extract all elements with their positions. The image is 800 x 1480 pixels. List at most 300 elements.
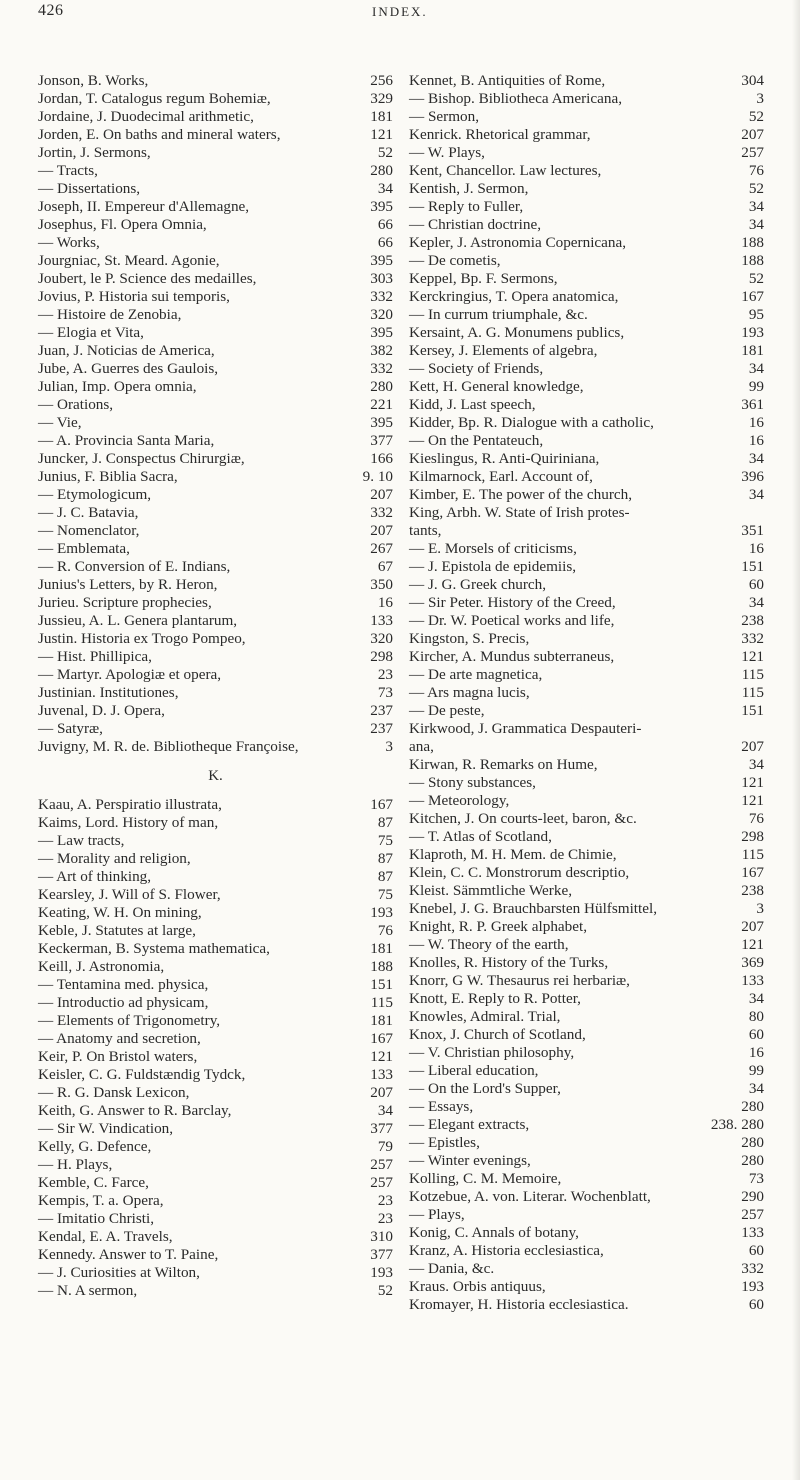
- index-entry-page: 60: [748, 1026, 764, 1043]
- index-entry-title: Kolling, C. M. Memoire,: [409, 1170, 562, 1187]
- index-entry: [409, 738, 764, 756]
- index-entry-page: 396: [741, 468, 764, 485]
- index-entry: [38, 850, 393, 868]
- index-entry: [409, 108, 764, 126]
- index-entry: [409, 126, 764, 144]
- index-entry: [38, 1012, 393, 1030]
- index-entry-page: 290: [741, 1188, 764, 1205]
- index-entry: [409, 540, 764, 558]
- index-entry-title: Juan, J. Noticias de America,: [38, 342, 215, 359]
- index-entry-page: 76: [377, 922, 393, 939]
- index-entry-title: Jonson, B. Works,: [38, 72, 149, 89]
- index-entry-title: — De cometis,: [409, 252, 501, 269]
- index-entry-title: Kentish, J. Sermon,: [409, 180, 529, 197]
- index-entry: [409, 792, 764, 810]
- index-entry-page: 16: [377, 594, 393, 611]
- index-entry-title: — Satyræ,: [38, 720, 103, 737]
- index-entry: [38, 1066, 393, 1084]
- index-entry-title: Konig, C. Annals of botany,: [409, 1224, 579, 1241]
- index-entry: [38, 868, 393, 886]
- index-entry: [38, 612, 393, 630]
- index-entry: [38, 1048, 393, 1066]
- index-entry-title: Kimber, E. The power of the church,: [409, 486, 633, 503]
- index-entry: [38, 180, 393, 198]
- index-entry-title: Knowles, Admiral. Trial,: [409, 1008, 561, 1025]
- index-entry-title: — Dr. W. Poetical works and life,: [409, 612, 615, 629]
- index-entry: [38, 648, 393, 666]
- index-entry: [409, 720, 764, 738]
- index-entry-page: 121: [741, 936, 764, 953]
- index-entry-page: 332: [741, 1260, 764, 1277]
- index-entry-page: 304: [741, 72, 764, 89]
- index-entry-page: 207: [370, 522, 393, 539]
- index-entry-page: 76: [748, 810, 764, 827]
- index-entry: [38, 216, 393, 234]
- index-entry-title: — J. C. Batavia,: [38, 504, 139, 521]
- index-entry-page: 34: [748, 1080, 764, 1097]
- index-entry-title: — H. Plays,: [38, 1156, 113, 1173]
- index-entry: [409, 270, 764, 288]
- index-entry-title: Kircher, A. Mundus subterraneus,: [409, 648, 615, 665]
- index-entry: [38, 432, 393, 450]
- index-list-k-continued: [409, 72, 764, 1314]
- index-entry-title: Knolles, R. History of the Turks,: [409, 954, 609, 971]
- index-entry-page: 87: [377, 868, 393, 885]
- index-entry: [38, 144, 393, 162]
- index-entry: [409, 684, 764, 702]
- index-entry-page: 280: [370, 162, 393, 179]
- index-entry-title: Keith, G. Answer to R. Barclay,: [38, 1102, 232, 1119]
- index-entry-title: — R. G. Dansk Lexicon,: [38, 1084, 190, 1101]
- index-entry: [38, 90, 393, 108]
- index-entry-page: 34: [748, 198, 764, 215]
- index-entry-title: — Ars magna lucis,: [409, 684, 530, 701]
- index-entry-page: 395: [370, 324, 393, 341]
- index-entry: [409, 252, 764, 270]
- index-entry-title: Jube, A. Guerres des Gaulois,: [38, 360, 219, 377]
- index-entry-page: 377: [370, 432, 393, 449]
- index-entry-title: Kearsley, J. Will of S. Flower,: [38, 886, 221, 903]
- index-entry-page: 181: [370, 940, 393, 957]
- index-entry: [409, 774, 764, 792]
- index-entry-page: 34: [748, 756, 764, 773]
- index-entry-title: ana,: [409, 738, 434, 755]
- index-entry: [38, 666, 393, 684]
- index-entry-title: — Sir Peter. History of the Creed,: [409, 594, 616, 611]
- index-entry-page: 257: [370, 1174, 393, 1191]
- index-entry-title: — In currum triumphale, &c.: [409, 306, 588, 323]
- index-list-k: [38, 796, 393, 1300]
- index-entry-title: — V. Christian philosophy,: [409, 1044, 575, 1061]
- index-entry-page: 60: [748, 1242, 764, 1259]
- index-entry: [38, 342, 393, 360]
- index-entry: [409, 612, 764, 630]
- index-entry-title: — Elements of Trigonometry,: [38, 1012, 221, 1029]
- index-entry-title: Jurieu. Scripture prophecies,: [38, 594, 212, 611]
- index-entry: [409, 378, 764, 396]
- index-entry-page: 332: [741, 630, 764, 647]
- index-entry-page: 34: [748, 450, 764, 467]
- index-entry: [38, 594, 393, 612]
- index-entry: [409, 1008, 764, 1026]
- index-entry: [38, 738, 393, 756]
- index-entry-page: 329: [370, 90, 393, 107]
- index-entry-title: — Martyr. Apologiæ et opera,: [38, 666, 222, 683]
- index-entry-page: 60: [748, 576, 764, 593]
- index-entry: [38, 1120, 393, 1138]
- index-entry-page: 121: [741, 648, 764, 665]
- index-entry-page: 280: [370, 378, 393, 395]
- index-entry-title: — Christian doctrine,: [409, 216, 542, 233]
- index-entry-title: Justin. Historia ex Trogo Pompeo,: [38, 630, 246, 647]
- index-entry-title: Kidd, J. Last speech,: [409, 396, 536, 413]
- index-entry-page: 280: [741, 1134, 764, 1151]
- index-entry-title: — E. Morsels of criticisms,: [409, 540, 577, 557]
- index-entry-title: Keisler, C. G. Fuldstændig Tydck,: [38, 1066, 246, 1083]
- index-entry-title: — Dania, &c.: [409, 1260, 495, 1277]
- index-entry-title: Justinian. Institutiones,: [38, 684, 179, 701]
- index-entry: [38, 360, 393, 378]
- index-entry: [409, 828, 764, 846]
- index-entry-title: Jussieu, A. L. Genera plantarum,: [38, 612, 238, 629]
- index-entry-page: 267: [370, 540, 393, 557]
- index-entry-title: — J. Epistola de epidemiis,: [409, 558, 577, 575]
- index-entry-page: 3: [756, 900, 764, 917]
- index-entry: [38, 1084, 393, 1102]
- index-entry-title: — Hist. Phillipica,: [38, 648, 152, 665]
- index-entry: [409, 648, 764, 666]
- index-entry: [409, 972, 764, 990]
- index-entry: [38, 1192, 393, 1210]
- index-entry-page: 115: [370, 994, 393, 1011]
- index-entry-page: 350: [370, 576, 393, 593]
- index-entry-title: Keble, J. Statutes at large,: [38, 922, 196, 939]
- index-entry-page: 257: [370, 1156, 393, 1173]
- index-entry-title: — Works,: [38, 234, 100, 251]
- index-entry-title: Kersey, J. Elements of algebra,: [409, 342, 598, 359]
- index-entry-page: 133: [741, 1224, 764, 1241]
- index-entry-page: 16: [748, 540, 764, 557]
- index-entry: [409, 900, 764, 918]
- index-entry: [38, 126, 393, 144]
- index-entry-title: Kranz, A. Historia ecclesiastica,: [409, 1242, 604, 1259]
- index-entry-title: Jourgniac, St. Meard. Agonie,: [38, 252, 220, 269]
- index-entry-page: 238. 280: [710, 1116, 764, 1133]
- index-entry-title: — Orations,: [38, 396, 114, 413]
- index-entry-page: 16: [748, 414, 764, 431]
- index-entry-page: 238: [741, 612, 764, 629]
- index-entry-page: 181: [370, 1012, 393, 1029]
- index-entry-title: Kenrick. Rhetorical grammar,: [409, 126, 591, 143]
- index-entry-page: 207: [741, 126, 764, 143]
- index-list-j: [38, 72, 393, 756]
- index-entry-title: — Meteorology,: [409, 792, 510, 809]
- index-entry: [38, 288, 393, 306]
- index-entry-title: Kemble, C. Farce,: [38, 1174, 149, 1191]
- index-entry: [409, 1206, 764, 1224]
- index-entry: [38, 922, 393, 940]
- index-entry: [409, 864, 764, 882]
- index-entry: [409, 1098, 764, 1116]
- index-entry-title: — A. Provincia Santa Maria,: [38, 432, 215, 449]
- index-entry-title: Kitchen, J. On courts-leet, baron, &c.: [409, 810, 637, 827]
- index-entry-title: — Essays,: [409, 1098, 474, 1115]
- index-entry: [409, 486, 764, 504]
- index-entry-page: 9. 10: [362, 468, 393, 485]
- index-entry-page: 320: [370, 630, 393, 647]
- index-entry-title: Juvigny, M. R. de. Bibliotheque Françoise,: [38, 738, 299, 755]
- index-entry-title: — Tracts,: [38, 162, 98, 179]
- index-entry-page: 237: [370, 720, 393, 737]
- index-entry-title: Juvenal, D. J. Opera,: [38, 702, 165, 719]
- index-entry: [38, 396, 393, 414]
- index-entry: [38, 324, 393, 342]
- index-entry: [409, 990, 764, 1008]
- index-entry-page: 121: [741, 774, 764, 791]
- right-column: [409, 72, 764, 1314]
- index-entry-title: — Emblemata,: [38, 540, 130, 557]
- index-entry: [409, 846, 764, 864]
- index-entry: [38, 702, 393, 720]
- index-entry-title: — Vie,: [38, 414, 82, 431]
- index-entry-page: 87: [377, 814, 393, 831]
- index-entry: [409, 1170, 764, 1188]
- index-entry: [409, 1026, 764, 1044]
- index-entry: [38, 1228, 393, 1246]
- index-entry-title: Knight, R. P. Greek alphabet,: [409, 918, 587, 935]
- index-entry: [409, 396, 764, 414]
- index-entry: [38, 108, 393, 126]
- index-entry-page: 34: [377, 180, 393, 197]
- index-entry-title: Kepler, J. Astronomia Copernicana,: [409, 234, 627, 251]
- index-entry: [38, 976, 393, 994]
- index-entry: [38, 1156, 393, 1174]
- index-entry-title: Junius's Letters, by R. Heron,: [38, 576, 218, 593]
- index-entry-page: 257: [741, 1206, 764, 1223]
- index-entry: [38, 886, 393, 904]
- index-entry-title: — Sermon,: [409, 108, 480, 125]
- index-entry: [409, 72, 764, 90]
- index-entry: [38, 450, 393, 468]
- index-entry-title: Kerckringius, T. Opera anatomica,: [409, 288, 619, 305]
- index-entry-page: 133: [370, 1066, 393, 1083]
- index-entry-page: 395: [370, 198, 393, 215]
- index-entry: [409, 810, 764, 828]
- page-header: [0, 0, 800, 30]
- index-entry: [409, 1296, 764, 1314]
- index-entry: [38, 1102, 393, 1120]
- index-entry: [38, 814, 393, 832]
- index-entry: [38, 1138, 393, 1156]
- page-edge-shadow: [792, 0, 800, 1480]
- index-entry-page: 76: [748, 162, 764, 179]
- index-entry-title: — Epistles,: [409, 1134, 480, 1151]
- index-entry-title: — On the Lord's Supper,: [409, 1080, 561, 1097]
- index-entry-title: — Tentamina med. physica,: [38, 976, 209, 993]
- index-entry: [38, 994, 393, 1012]
- index-entry-title: Keppel, Bp. F. Sermons,: [409, 270, 558, 287]
- index-entry-page: 256: [370, 72, 393, 89]
- index-entry: [409, 1080, 764, 1098]
- index-entry: [38, 414, 393, 432]
- index-entry: [409, 468, 764, 486]
- index-entry-page: 75: [377, 886, 393, 903]
- index-entry-title: — Winter evenings,: [409, 1152, 531, 1169]
- index-entry-title: tants,: [409, 522, 442, 539]
- index-entry-title: Keir, P. On Bristol waters,: [38, 1048, 198, 1065]
- index-entry: [38, 1174, 393, 1192]
- index-entry-title: Joseph, II. Empereur d'Allemagne,: [38, 198, 250, 215]
- index-entry-page: 23: [377, 1210, 393, 1227]
- index-entry-title: Keill, J. Astronomia,: [38, 958, 165, 975]
- index-entry: [409, 1134, 764, 1152]
- index-entry-title: — Introductio ad physicam,: [38, 994, 209, 1011]
- index-entry-page: 193: [370, 1264, 393, 1281]
- index-entry-page: 67: [377, 558, 393, 575]
- index-entry-page: 310: [370, 1228, 393, 1245]
- index-entry: [409, 594, 764, 612]
- index-entry-page: 121: [370, 126, 393, 143]
- index-entry-page: 87: [377, 850, 393, 867]
- index-entry-title: Kleist. Sämmtliche Werke,: [409, 882, 572, 899]
- index-entry-title: — Stony substances,: [409, 774, 536, 791]
- index-entry-page: 151: [370, 976, 393, 993]
- index-entry-page: 23: [377, 1192, 393, 1209]
- index-entry-title: — Reply to Fuller,: [409, 198, 524, 215]
- index-entry-page: 207: [741, 918, 764, 935]
- index-entry: [409, 918, 764, 936]
- index-entry-page: 34: [748, 594, 764, 611]
- index-entry: [38, 234, 393, 252]
- index-entry-page: 257: [741, 144, 764, 161]
- index-entry: [38, 558, 393, 576]
- index-entry-page: 193: [741, 324, 764, 341]
- index-entry: [38, 504, 393, 522]
- index-entry-page: 99: [748, 378, 764, 395]
- index-entry-page: 133: [370, 612, 393, 629]
- index-entry-page: 52: [748, 270, 764, 287]
- index-entry-title: Juncker, J. Conspectus Chirurgiæ,: [38, 450, 245, 467]
- index-entry-title: Keckerman, B. Systema mathematica,: [38, 940, 270, 957]
- index-entry: [38, 540, 393, 558]
- index-entry-page: 121: [741, 792, 764, 809]
- index-entry-page: 73: [748, 1170, 764, 1187]
- index-entry-page: 298: [741, 828, 764, 845]
- index-entry-page: 133: [741, 972, 764, 989]
- index-entry: [409, 1062, 764, 1080]
- index-entry: [409, 144, 764, 162]
- index-entry-page: 188: [741, 234, 764, 251]
- index-entry-page: 16: [748, 1044, 764, 1061]
- index-entry-page: 167: [741, 288, 764, 305]
- index-entry: [409, 360, 764, 378]
- index-entry-title: — Morality and religion,: [38, 850, 191, 867]
- index-entry-page: 16: [748, 432, 764, 449]
- index-entry: [409, 162, 764, 180]
- index-entry-title: — T. Atlas of Scotland,: [409, 828, 552, 845]
- index-entry-title: — Elogia et Vita,: [38, 324, 144, 341]
- index-entry: [409, 630, 764, 648]
- index-entry: [409, 216, 764, 234]
- index-entry-page: 207: [741, 738, 764, 755]
- index-entry: [409, 702, 764, 720]
- index-entry: [38, 1246, 393, 1264]
- index-entry-title: Jordan, T. Catalogus regum Bohemiæ,: [38, 90, 271, 107]
- index-entry-title: Kendal, E. A. Travels,: [38, 1228, 173, 1245]
- index-entry-page: 3: [756, 90, 764, 107]
- index-entry: [38, 306, 393, 324]
- index-entry-page: 280: [741, 1098, 764, 1115]
- index-entry-page: 369: [741, 954, 764, 971]
- index-entry-page: 193: [370, 904, 393, 921]
- index-entry-title: Kennedy. Answer to T. Paine,: [38, 1246, 219, 1263]
- index-entry-title: King, Arbh. W. State of Irish protes-: [409, 504, 630, 521]
- index-entry-title: — W. Theory of the earth,: [409, 936, 569, 953]
- index-entry-title: Kelly, G. Defence,: [38, 1138, 152, 1155]
- index-entry: [409, 306, 764, 324]
- index-entry-title: — W. Plays,: [409, 144, 485, 161]
- index-entry: [409, 90, 764, 108]
- index-entry-page: 80: [748, 1008, 764, 1025]
- index-entry-title: — Sir W. Vindication,: [38, 1120, 174, 1137]
- index-entry-page: 351: [741, 522, 764, 539]
- index-entry: [409, 1260, 764, 1278]
- index-entry-title: Klaproth, M. H. Mem. de Chimie,: [409, 846, 617, 863]
- index-entry-page: 377: [370, 1246, 393, 1263]
- index-entry-page: 34: [377, 1102, 393, 1119]
- index-entry-page: 332: [370, 504, 393, 521]
- index-entry-title: — R. Conversion of E. Indians,: [38, 558, 231, 575]
- index-entry: [409, 414, 764, 432]
- index-entry: [38, 958, 393, 976]
- index-entry-page: 121: [370, 1048, 393, 1065]
- index-entry: [409, 288, 764, 306]
- index-entry: [38, 486, 393, 504]
- index-entry-title: — Anatomy and secretion,: [38, 1030, 201, 1047]
- index-entry-page: 382: [370, 342, 393, 359]
- running-head: INDEX.: [372, 4, 428, 19]
- index-entry-title: — On the Pentateuch,: [409, 432, 544, 449]
- index-entry: [409, 954, 764, 972]
- index-entry-title: — Etymologicum,: [38, 486, 152, 503]
- index-entry: [38, 72, 393, 90]
- index-entry-title: Kilmarnock, Earl. Account of,: [409, 468, 593, 485]
- index-entry-title: — Histoire de Zenobia,: [38, 306, 182, 323]
- index-entry-page: 320: [370, 306, 393, 323]
- index-entry: [409, 558, 764, 576]
- index-entry-page: 34: [748, 990, 764, 1007]
- index-entry-title: Kraus. Orbis antiquus,: [409, 1278, 546, 1295]
- index-entry-title: Kotzebue, A. von. Literar. Wochenblatt,: [409, 1188, 651, 1205]
- index-entry-title: Jovius, P. Historia sui temporis,: [38, 288, 230, 305]
- index-entry-title: — Bishop. Bibliotheca Americana,: [409, 90, 623, 107]
- index-entry: [38, 252, 393, 270]
- index-entry: [38, 720, 393, 738]
- index-entry-title: — Law tracts,: [38, 832, 125, 849]
- index-entry-page: 34: [748, 360, 764, 377]
- index-entry-title: Knebel, J. G. Brauchbarsten Hülfsmittel,: [409, 900, 658, 917]
- index-entry-title: — Dissertations,: [38, 180, 141, 197]
- index-entry: [409, 1278, 764, 1296]
- index-entry-page: 361: [741, 396, 764, 413]
- index-entry-page: 395: [370, 414, 393, 431]
- index-entry: [38, 904, 393, 922]
- index-entry-page: 166: [370, 450, 393, 467]
- index-entry-page: 237: [370, 702, 393, 719]
- index-entry-page: 115: [741, 684, 764, 701]
- index-entry: [38, 378, 393, 396]
- index-entry-title: — J. G. Greek church,: [409, 576, 547, 593]
